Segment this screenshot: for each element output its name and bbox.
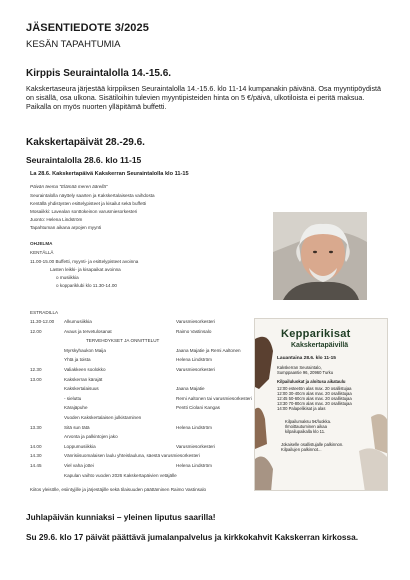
program-row-time: 13.00	[30, 376, 42, 382]
program-estradilla-label: ESTRADILLA	[30, 310, 59, 315]
program-kentalla-line: 11.00-15.00 Buffetti, myynti- ja esittelypisteet avoinna	[30, 259, 139, 264]
program-row-time: 12.30	[30, 367, 42, 372]
program-title: La 28.6. Kakskertapäivä Kakskerran Seuraintalolla klo 11-15	[30, 171, 189, 177]
footer-liputus: Juhlapäivän kunniaksi – yleinen liputus saarilla!	[26, 512, 216, 522]
program-row-time: 14.45	[30, 463, 42, 468]
kirppis-heading: Kirppis Seuraintalolla 14.-15.6.	[26, 68, 172, 79]
program-row-who: Jaana Majatie ja Remi Aaltonen	[176, 347, 241, 353]
program-row-what: Vuoden Kakskertalaisen julkistaminen	[64, 415, 142, 420]
program-row-who: Varusmiesorkesteri	[176, 319, 215, 324]
program-row-what: Avaus ja tervetulosanat	[64, 328, 112, 334]
kepparikisat-poster	[254, 318, 388, 491]
poster-schedule-item: 12:00 30-40cm alas max. 20 osallistujaa	[277, 391, 352, 396]
poster-note: kilpailupaikalla klo 11.	[285, 429, 326, 434]
poster-schedule-item: 13:30 70-80cm alas max. 20 osallistujaa	[277, 401, 352, 406]
newsletter-title: JÄSENTIEDOTE 3/2025	[26, 22, 149, 34]
newsletter-subtitle: KESÄN TAPAHTUMIA	[26, 39, 121, 50]
poster-schedule-item: 12:45 50-60cm alas max. 20 osallistujaa	[277, 396, 352, 401]
program-row-who: Raimo Vastinsalo	[176, 328, 212, 334]
poster-schedule-heading: Kilpailuluokat ja aloitusa aikataulu	[277, 379, 346, 384]
program-row-what: Alkumusiikkia	[64, 319, 92, 324]
program-kentalla-line: Lasten leikki- ja kisapaikat avoinna	[50, 267, 121, 272]
kakskertapaivat-subheading: Seuraintalolla 28.6. klo 11-15	[26, 155, 142, 165]
program-row-what: Kakskertalaisuus	[64, 386, 99, 392]
program-row-what: Sitä sun tätä	[64, 424, 90, 430]
program-row-what: Kapulan vaihto vuoden 2026 Kakskertapäivien vetäjälle	[64, 472, 177, 478]
program-line: Seuraintalolla näyttely saarten ja Kakskertalaisesta vaihdosta	[30, 193, 155, 198]
poster-date: Lauantaina 28.6. klo 11-15	[277, 356, 336, 361]
portrait-photo	[273, 212, 367, 300]
poster-note: Kilpailumaksu 5€/luokka.	[285, 419, 332, 424]
program-kentalla-label: KENTÄLLÄ	[30, 250, 54, 255]
program-line: Mosaiikki: Lavealan sonttokeinon varusmiesorkesteri	[30, 209, 138, 214]
program-row-time: 13.30	[30, 424, 42, 430]
program-row-who: Remi Aaltonen tai varusmiesorkesteri	[176, 395, 252, 401]
program-line: Kentällä yhdistysten esittelypisteet ja kisailut sekä buffetti	[30, 201, 147, 206]
program-row-what: Arvonta ja palkintojen jako	[64, 434, 118, 440]
program-row-what: TERVEHDYKSET JA ONNITTELUT	[86, 338, 160, 344]
program-row-what: Viel vaha jottei	[64, 463, 94, 468]
poster-schedule-item: 12:00 esteetön alas max. 20 osallistujaa	[277, 386, 352, 391]
poster-note: Jokaiselle osallistujalle palkinnon.	[281, 442, 344, 447]
program-row-what: - sieluttu	[64, 395, 82, 401]
program-ohjelma-label: OHJELMA	[30, 241, 53, 246]
program-row-time: 12.00	[30, 328, 42, 334]
poster-title: Kepparikisat	[281, 328, 351, 340]
program-row-what: Kärajäpuhe	[64, 405, 88, 411]
program-line: Juonto: Helena Lindström	[30, 217, 83, 222]
program-row-who: Helena Lindström	[176, 463, 213, 468]
kakskertapaivat-heading: Kakskertapäivät 28.-29.6.	[26, 137, 145, 148]
program-row-what: Vänrisiisuomalaisen laulu yhteislauluna, säestä varusmiesorkesteri	[64, 453, 200, 459]
program-row-time: 14.00	[30, 443, 42, 449]
program-row-time: 11.30-12.00	[30, 319, 55, 324]
kirppis-body: Kakskertaseura järjestää kirppiksen Seuraintalolla 14.-15.6. klo 11-14 kumpanakin päivänä. Osa myyntipöydistä on sisällä, osa ulkona. Sisätiloihin tulevien myyntipisteiden hinta on 5 €/päivä, ulkotiloista ei peritä maksua. Paikalla on myös nuorten ylläpitämä buffetti.	[26, 84, 382, 112]
poster-subtitle: Kakskertapäivillä	[291, 342, 349, 349]
program-kentalla-line: o musiikkia	[56, 275, 79, 280]
program-line: Tapahtuman aikana arpojen myynti	[30, 225, 102, 230]
program-row-what: Myrskyhaukon Maija	[64, 347, 106, 353]
program-row-what: Yhtä ja toista	[64, 357, 91, 363]
program-row-time: 14.30	[30, 453, 42, 459]
program-row-who: Varusmiesorkesteri	[176, 367, 215, 372]
program-row-who: Pentti Ciolani Kangas	[176, 405, 220, 411]
program-row-what: Valiakkeen soolokko	[64, 367, 106, 372]
poster-note: Kilpailujen palkinnot...	[281, 447, 322, 452]
program-row-who: Jaana Majatie	[176, 386, 205, 392]
poster-note: Ilmoittautuminen aikaa	[285, 424, 327, 429]
poster-schedule-item: 14:00 Palapelikisat ja alas	[277, 406, 326, 411]
poster-address: Sumppaantie 96, 20960 Turku	[277, 370, 334, 375]
program-footer: Kiitos yleisölle, esiintyjille ja järjestäjille sekä tilaisuuden päättäminen Raimo Vastinsalo	[30, 487, 207, 492]
program-row-who: Varusmiesorkesteri	[176, 443, 215, 449]
program-kentalla-line: o koppariklubi klo 11.30-14.00	[56, 283, 117, 288]
program-row-who: Helena Lindström	[176, 357, 213, 363]
program-line: Päivän teema "Elämää meren äärellä"	[30, 184, 108, 189]
poster-place: Kakskerran Seuraintalo,	[277, 365, 322, 370]
program-row-who: Helena Lindström	[176, 424, 213, 430]
program-row-what: Kakskerran kärajät	[64, 376, 103, 382]
footer-jumalanpalvelus: Su 29.6. klo 17 päivät päättävä jumalanpalvelus ja kirkkokahvit Kakskerran kirkossa.	[26, 532, 359, 542]
program-row-what: Loppumusiikkia	[64, 443, 96, 449]
